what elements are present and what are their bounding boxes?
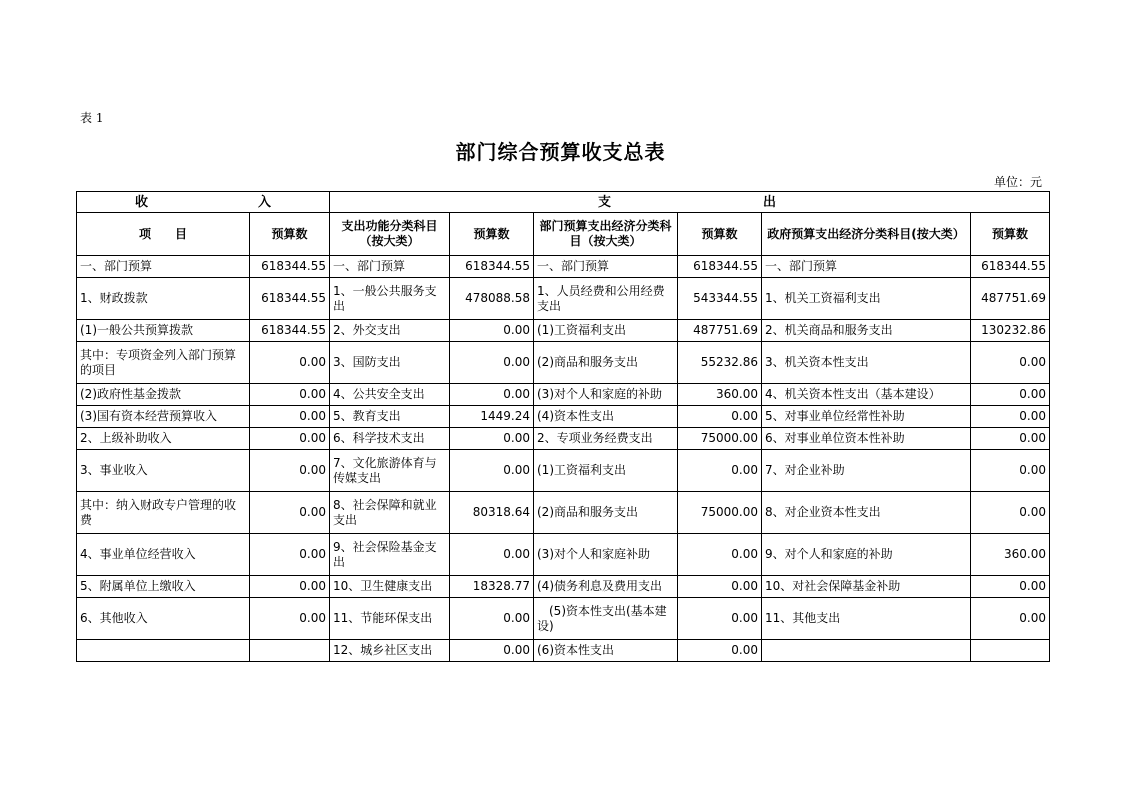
cell-dept-economic-amount: 0.00 bbox=[678, 576, 762, 598]
cell-dept-economic-item: (4)债务利息及费用支出 bbox=[534, 576, 678, 598]
cell-gov-economic-item: 4、机关资本性支出（基本建设） bbox=[762, 384, 971, 406]
cell-function-item: 7、文化旅游体育与传媒支出 bbox=[330, 450, 450, 492]
cell-dept-economic-amount: 543344.55 bbox=[678, 278, 762, 320]
col-header-dept-economic-amount: 预算数 bbox=[678, 213, 762, 256]
cell-function-amount: 18328.77 bbox=[450, 576, 534, 598]
cell-function-amount: 618344.55 bbox=[450, 256, 534, 278]
cell-dept-economic-amount: 55232.86 bbox=[678, 342, 762, 384]
column-header-row bbox=[77, 213, 1050, 256]
col-header-gov-economic-item: 政府预算支出经济分类科目(按大类） bbox=[762, 213, 971, 256]
cell-gov-economic-amount: 618344.55 bbox=[971, 256, 1050, 278]
cell-gov-economic-item: 11、其他支出 bbox=[762, 598, 971, 640]
unit-label: 单位：元 bbox=[993, 175, 1042, 189]
table-row bbox=[77, 406, 1050, 428]
cell-dept-economic-amount: 618344.55 bbox=[678, 256, 762, 278]
cell-function-amount: 478088.58 bbox=[450, 278, 534, 320]
table-row bbox=[77, 320, 1050, 342]
cell-gov-economic-amount: 0.00 bbox=[971, 450, 1050, 492]
cell-income-item: 1、财政拨款 bbox=[77, 278, 250, 320]
cell-function-amount: 80318.64 bbox=[450, 492, 534, 534]
cell-income-amount: 0.00 bbox=[250, 492, 330, 534]
cell-function-amount: 0.00 bbox=[450, 640, 534, 662]
cell-gov-economic-amount: 487751.69 bbox=[971, 278, 1050, 320]
cell-dept-economic-item: (1)工资福利支出 bbox=[534, 450, 678, 492]
cell-dept-economic-amount: 360.00 bbox=[678, 384, 762, 406]
col-header-income-item: 项 目 bbox=[77, 213, 250, 256]
table-row bbox=[77, 450, 1050, 492]
cell-gov-economic-amount: 0.00 bbox=[971, 492, 1050, 534]
cell-gov-economic-item: 2、机关商品和服务支出 bbox=[762, 320, 971, 342]
cell-dept-economic-item: (3)对个人和家庭的补助 bbox=[534, 384, 678, 406]
cell-income-item: 其中：纳入财政专户管理的收费 bbox=[77, 492, 250, 534]
cell-gov-economic-amount: 0.00 bbox=[971, 384, 1050, 406]
cell-gov-economic-amount: 360.00 bbox=[971, 534, 1050, 576]
cell-function-item: 1、一般公共服务支出 bbox=[330, 278, 450, 320]
cell-dept-economic-item: (4)资本性支出 bbox=[534, 406, 678, 428]
cell-function-item: 3、国防支出 bbox=[330, 342, 450, 384]
cell-function-item: 一、部门预算 bbox=[330, 256, 450, 278]
document-title: 部门综合预算收支总表 bbox=[455, 140, 666, 164]
cell-function-item: 9、社会保险基金支出 bbox=[330, 534, 450, 576]
cell-dept-economic-amount: 0.00 bbox=[678, 640, 762, 662]
cell-gov-economic-item: 一、部门预算 bbox=[762, 256, 971, 278]
cell-function-item: 6、科学技术支出 bbox=[330, 428, 450, 450]
cell-gov-economic-item: 3、机关资本性支出 bbox=[762, 342, 971, 384]
cell-function-amount: 1449.24 bbox=[450, 406, 534, 428]
cell-income-amount: 0.00 bbox=[250, 450, 330, 492]
cell-gov-economic-amount: 0.00 bbox=[971, 598, 1050, 640]
income-group-char-2: 入 bbox=[257, 194, 271, 210]
cell-income-item: 6、其他收入 bbox=[77, 598, 250, 640]
col-header-function-item: 支出功能分类科目（按大类） bbox=[330, 213, 450, 256]
cell-income-amount: 0.00 bbox=[250, 428, 330, 450]
col-header-dept-economic-item: 部门预算支出经济分类科目（按大类） bbox=[534, 213, 678, 256]
col-header-gov-economic-amount: 预算数 bbox=[971, 213, 1050, 256]
cell-income-amount: 618344.55 bbox=[250, 278, 330, 320]
cell-gov-economic-item: 10、对社会保障基金补助 bbox=[762, 576, 971, 598]
cell-gov-economic-amount: 0.00 bbox=[971, 576, 1050, 598]
cell-dept-economic-amount: 0.00 bbox=[678, 450, 762, 492]
cell-gov-economic-item: 8、对企业资本性支出 bbox=[762, 492, 971, 534]
cell-dept-economic-item: (3)对个人和家庭补助 bbox=[534, 534, 678, 576]
cell-income-item: 4、事业单位经营收入 bbox=[77, 534, 250, 576]
cell-dept-economic-item: (1)工资福利支出 bbox=[534, 320, 678, 342]
col-header-function-amount: 预算数 bbox=[450, 213, 534, 256]
cell-income-item: 2、上级补助收入 bbox=[77, 428, 250, 450]
cell-income-item: 5、附属单位上缴收入 bbox=[77, 576, 250, 598]
expense-group-header bbox=[330, 192, 1050, 213]
cell-function-item: 10、卫生健康支出 bbox=[330, 576, 450, 598]
cell-income-item: 一、部门预算 bbox=[77, 256, 250, 278]
cell-dept-economic-item: (5)资本性支出(基本建设) bbox=[534, 598, 678, 640]
cell-gov-economic-amount bbox=[971, 640, 1050, 662]
cell-function-item: 8、社会保障和就业支出 bbox=[330, 492, 450, 534]
table-row bbox=[77, 278, 1050, 320]
cell-gov-economic-item: 5、对事业单位经常性补助 bbox=[762, 406, 971, 428]
table-number: 表 1 bbox=[80, 111, 104, 125]
cell-function-item: 5、教育支出 bbox=[330, 406, 450, 428]
cell-income-item: (2)政府性基金拨款 bbox=[77, 384, 250, 406]
cell-dept-economic-amount: 487751.69 bbox=[678, 320, 762, 342]
cell-gov-economic-item: 1、机关工资福利支出 bbox=[762, 278, 971, 320]
cell-gov-economic-item bbox=[762, 640, 971, 662]
cell-income-amount: 0.00 bbox=[250, 384, 330, 406]
cell-dept-economic-item: 2、专项业务经费支出 bbox=[534, 428, 678, 450]
cell-income-item: 其中：专项资金列入部门预算的项目 bbox=[77, 342, 250, 384]
table-row bbox=[77, 598, 1050, 640]
cell-income-item: (1)一般公共预算拨款 bbox=[77, 320, 250, 342]
income-group-header bbox=[77, 192, 330, 213]
cell-gov-economic-item: 9、对个人和家庭的补助 bbox=[762, 534, 971, 576]
cell-income-amount: 0.00 bbox=[250, 598, 330, 640]
cell-gov-economic-amount: 0.00 bbox=[971, 406, 1050, 428]
cell-income-amount: 0.00 bbox=[250, 406, 330, 428]
cell-function-amount: 0.00 bbox=[450, 534, 534, 576]
expense-group-char-2: 出 bbox=[762, 194, 776, 210]
cell-gov-economic-item: 7、对企业补助 bbox=[762, 450, 971, 492]
table-row bbox=[77, 640, 1050, 662]
cell-dept-economic-item: (2)商品和服务支出 bbox=[534, 342, 678, 384]
cell-gov-economic-amount: 130232.86 bbox=[971, 320, 1050, 342]
cell-dept-economic-item: (2)商品和服务支出 bbox=[534, 492, 678, 534]
expense-group-char-1: 支 bbox=[598, 194, 612, 210]
cell-income-amount: 0.00 bbox=[250, 576, 330, 598]
cell-gov-economic-amount: 0.00 bbox=[971, 428, 1050, 450]
cell-function-amount: 0.00 bbox=[450, 384, 534, 406]
cell-function-amount: 0.00 bbox=[450, 450, 534, 492]
table-row bbox=[77, 342, 1050, 384]
cell-dept-economic-amount: 0.00 bbox=[678, 598, 762, 640]
table-row bbox=[77, 534, 1050, 576]
budget-summary-table bbox=[76, 191, 1050, 662]
cell-gov-economic-item: 6、对事业单位资本性补助 bbox=[762, 428, 971, 450]
cell-function-amount: 0.00 bbox=[450, 320, 534, 342]
cell-gov-economic-amount: 0.00 bbox=[971, 342, 1050, 384]
cell-income-item: (3)国有资本经营预算收入 bbox=[77, 406, 250, 428]
cell-function-item: 4、公共安全支出 bbox=[330, 384, 450, 406]
table-row bbox=[77, 576, 1050, 598]
cell-dept-economic-amount: 75000.00 bbox=[678, 428, 762, 450]
cell-function-item: 12、城乡社区支出 bbox=[330, 640, 450, 662]
cell-income-item bbox=[77, 640, 250, 662]
cell-income-item: 3、事业收入 bbox=[77, 450, 250, 492]
cell-dept-economic-amount: 75000.00 bbox=[678, 492, 762, 534]
cell-income-amount bbox=[250, 640, 330, 662]
cell-income-amount: 0.00 bbox=[250, 534, 330, 576]
table-body bbox=[77, 256, 1050, 662]
cell-function-amount: 0.00 bbox=[450, 598, 534, 640]
cell-dept-economic-item: 一、部门预算 bbox=[534, 256, 678, 278]
cell-dept-economic-item: 1、人员经费和公用经费支出 bbox=[534, 278, 678, 320]
cell-function-item: 11、节能环保支出 bbox=[330, 598, 450, 640]
cell-dept-economic-amount: 0.00 bbox=[678, 406, 762, 428]
cell-function-amount: 0.00 bbox=[450, 428, 534, 450]
cell-function-item: 2、外交支出 bbox=[330, 320, 450, 342]
table-row bbox=[77, 492, 1050, 534]
table-row bbox=[77, 384, 1050, 406]
cell-dept-economic-item: (6)资本性支出 bbox=[534, 640, 678, 662]
group-header-row bbox=[77, 192, 1050, 213]
col-header-income-amount: 预算数 bbox=[250, 213, 330, 256]
cell-dept-economic-amount: 0.00 bbox=[678, 534, 762, 576]
cell-income-amount: 0.00 bbox=[250, 342, 330, 384]
table-row bbox=[77, 256, 1050, 278]
cell-function-amount: 0.00 bbox=[450, 342, 534, 384]
cell-income-amount: 618344.55 bbox=[250, 320, 330, 342]
cell-income-amount: 618344.55 bbox=[250, 256, 330, 278]
table-row bbox=[77, 428, 1050, 450]
income-group-char-1: 收 bbox=[135, 194, 149, 210]
